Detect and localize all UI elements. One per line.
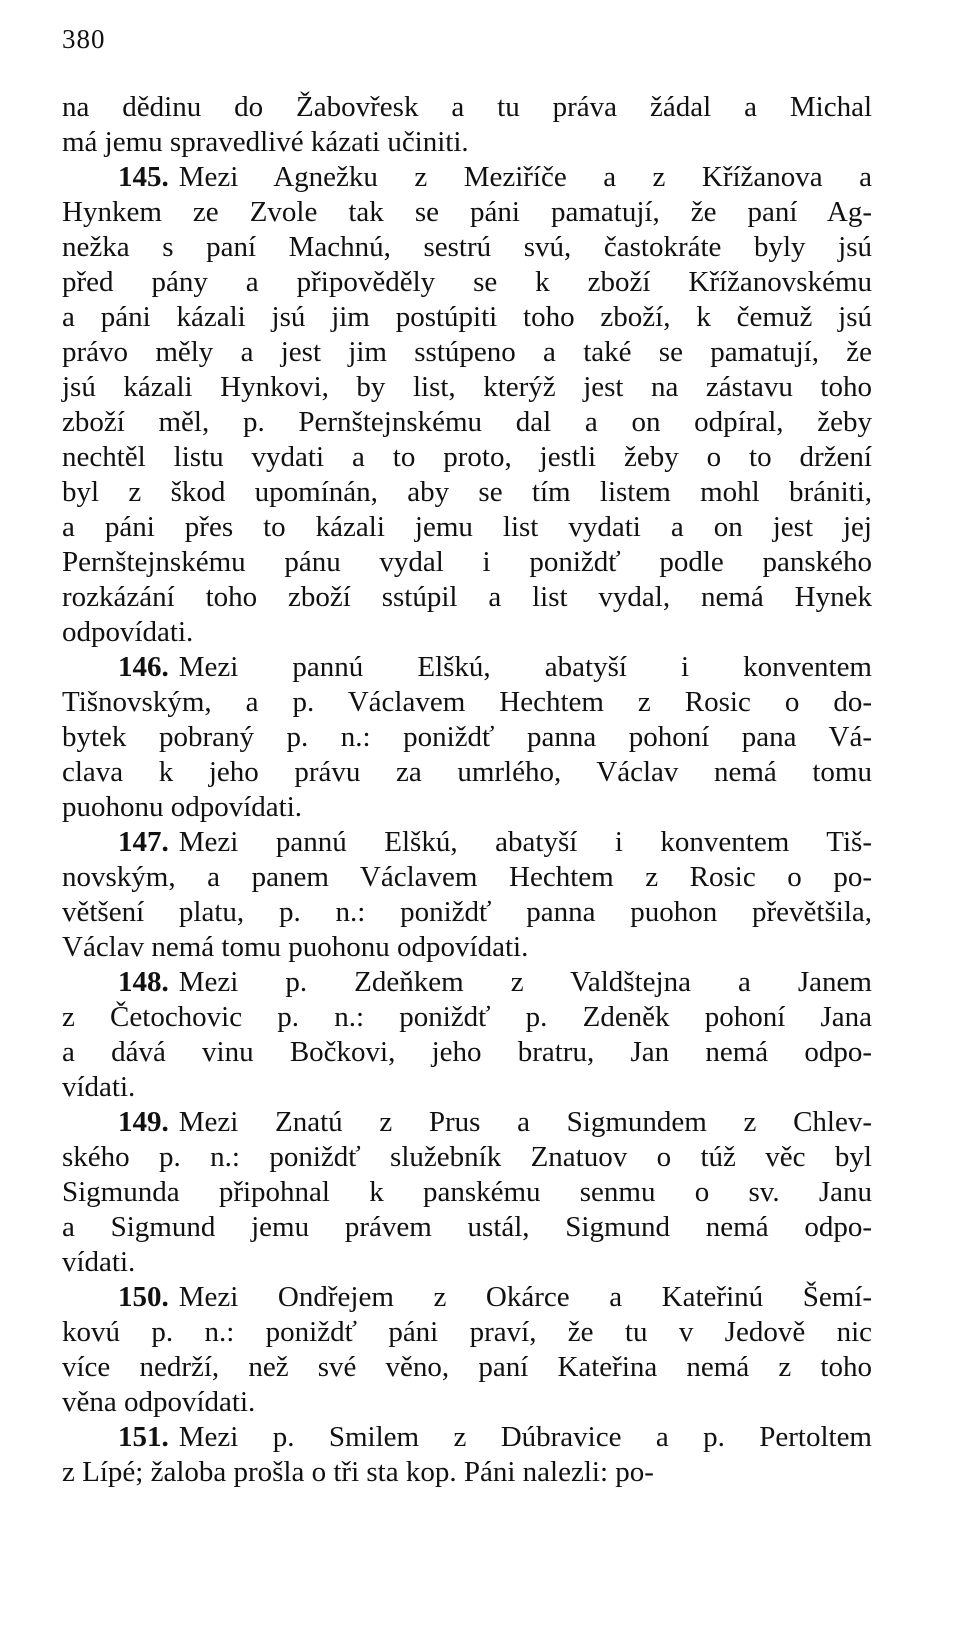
line-text: Sigmunda připohnal k panskému senmu o sv. Janu [62,1176,872,1208]
line-text: Tišnovským, a p. Václavem Hechtem z Rosic o do- [62,686,872,718]
text-line [62,860,872,895]
paragraph [62,1280,872,1420]
paragraph [62,1105,872,1280]
line-text: vídati. [62,1246,136,1278]
line-text: Mezi Agnežku z Meziříče a z Křížanova a [178,161,872,193]
line-text: novským, a panem Václavem Hechtem z Rosic o po- [62,861,872,893]
paragraph [62,825,872,965]
line-text: puohonu odpovídati. [62,791,303,823]
line-text: rozkázání toho zboží sstúpil a list vydal, nemá Hynek [62,581,872,613]
text-body [62,90,872,1490]
text-line [62,230,872,265]
text-line [62,685,872,720]
text-line [62,1420,872,1455]
text-line [62,580,872,615]
text-line [62,1315,872,1350]
line-text: Mezi p. Smilem z Dúbravice a p. Pertoltem [178,1421,872,1453]
paragraph [62,160,872,650]
text-line [62,125,872,160]
line-text: většení platu, p. n.: poniždť panna puohon převětšila, [62,896,872,928]
text-line [62,790,872,825]
text-line [62,265,872,300]
paragraph-number: 151. [118,1421,169,1453]
line-text: ského p. n.: poniždť služebník Znatuov o túž věc byl [62,1141,872,1173]
text-line [62,650,872,685]
text-line [62,335,872,370]
paragraph-number: 150. [118,1281,169,1313]
text-line [62,1175,872,1210]
line-text: byl z škod upomínán, aby se tím listem mohl brániti, [62,476,872,508]
line-text: věna odpovídati. [62,1386,256,1418]
text-line [62,510,872,545]
paragraph-number: 147. [118,826,169,858]
line-text: z Četochovic p. n.: poniždť p. Zdeněk pohoní Jana [62,1001,872,1033]
line-text: Mezi p. Zdeňkem z Valdštejna a Janem [178,966,872,998]
line-text: a dává vinu Bočkovi, jeho bratru, Jan nemá odpo- [62,1036,872,1068]
line-text: Mezi pannú Elškú, abatyší i konventem Tiš- [178,826,872,858]
line-text: na dědinu do Žabovřesk a tu práva žádal a Michal [62,91,872,123]
text-line [62,965,872,1000]
text-line [62,475,872,510]
text-line [62,1385,872,1420]
paragraph-number: 148. [118,966,169,998]
line-text: má jemu spravedlivé kázati učiniti. [62,126,469,158]
text-line [62,160,872,195]
line-text: nežka s paní Machnú, sestrú svú, častokráte byly jsú [62,231,872,263]
page-number: 380 [62,24,106,54]
text-line [62,1035,872,1070]
text-line [62,930,872,965]
line-text: vídati. [62,1071,136,1103]
text-line [62,895,872,930]
paragraph [62,965,872,1105]
line-text: clava k jeho právu za umrlého, Václav nemá tomu [62,756,872,788]
line-text: právo měly a jest jim sstúpeno a také se pamatují, že [62,336,872,368]
text-line [62,1140,872,1175]
line-text: kovú p. n.: poniždť páni praví, že tu v Jedově nic [62,1316,872,1348]
line-text: a páni kázali jsú jim postúpiti toho zboží, k čemuž jsú [62,301,872,333]
text-line [62,825,872,860]
line-text: Mezi pannú Elškú, abatyší i konventem [178,651,872,683]
text-line [62,1070,872,1105]
line-text: Pernštejnskému pánu vydal i poniždť podle panského [62,546,872,578]
paragraph [62,1420,872,1490]
line-text: a Sigmund jemu právem ustál, Sigmund nemá odpo- [62,1211,872,1243]
text-line [62,1000,872,1035]
text-line [62,440,872,475]
line-text: Mezi Ondřejem z Okárce a Kateřinú Šemí- [178,1281,872,1313]
text-line [62,90,872,125]
line-text: Mezi Znatú z Prus a Sigmundem z Chlev- [178,1106,872,1138]
text-line [62,545,872,580]
text-line [62,1210,872,1245]
paragraph-number: 145. [118,161,169,193]
line-text: nechtěl listu vydati a to proto, jestli žeby o to držení [62,441,872,473]
line-text: a páni přes to kázali jemu list vydati a on jest jej [62,511,872,543]
line-text: zboží měl, p. Pernštejnskému dal a on odpíral, žeby [62,406,872,438]
text-line [62,1455,872,1490]
text-line [62,195,872,230]
paragraph-number: 149. [118,1106,169,1138]
line-text: bytek pobraný p. n.: poniždť panna pohoní pana Vá- [62,721,872,753]
text-line [62,1280,872,1315]
paragraph-number: 146. [118,651,169,683]
line-text: Václav nemá tomu puohonu odpovídati. [62,931,529,963]
text-line [62,370,872,405]
line-text: Hynkem ze Zvole tak se páni pamatují, že paní Ag- [62,196,872,228]
text-line [62,755,872,790]
text-line [62,405,872,440]
text-line [62,1350,872,1385]
line-text: jsú kázali Hynkovi, by list, kterýž jest na zástavu toho [62,371,872,403]
paragraph [62,90,872,160]
line-text: odpovídati. [62,616,194,648]
line-text: více nedrží, než své věno, paní Kateřina nemá z toho [62,1351,872,1383]
paragraph [62,650,872,825]
text-line [62,615,872,650]
line-text: před pány a připověděly se k zboží Křížanovskému [62,266,872,298]
text-line [62,300,872,335]
line-text: z Lípé; žaloba prošla o tři sta kop. Páni nalezli: po- [62,1456,654,1488]
text-line [62,1105,872,1140]
text-line [62,720,872,755]
text-line [62,1245,872,1280]
